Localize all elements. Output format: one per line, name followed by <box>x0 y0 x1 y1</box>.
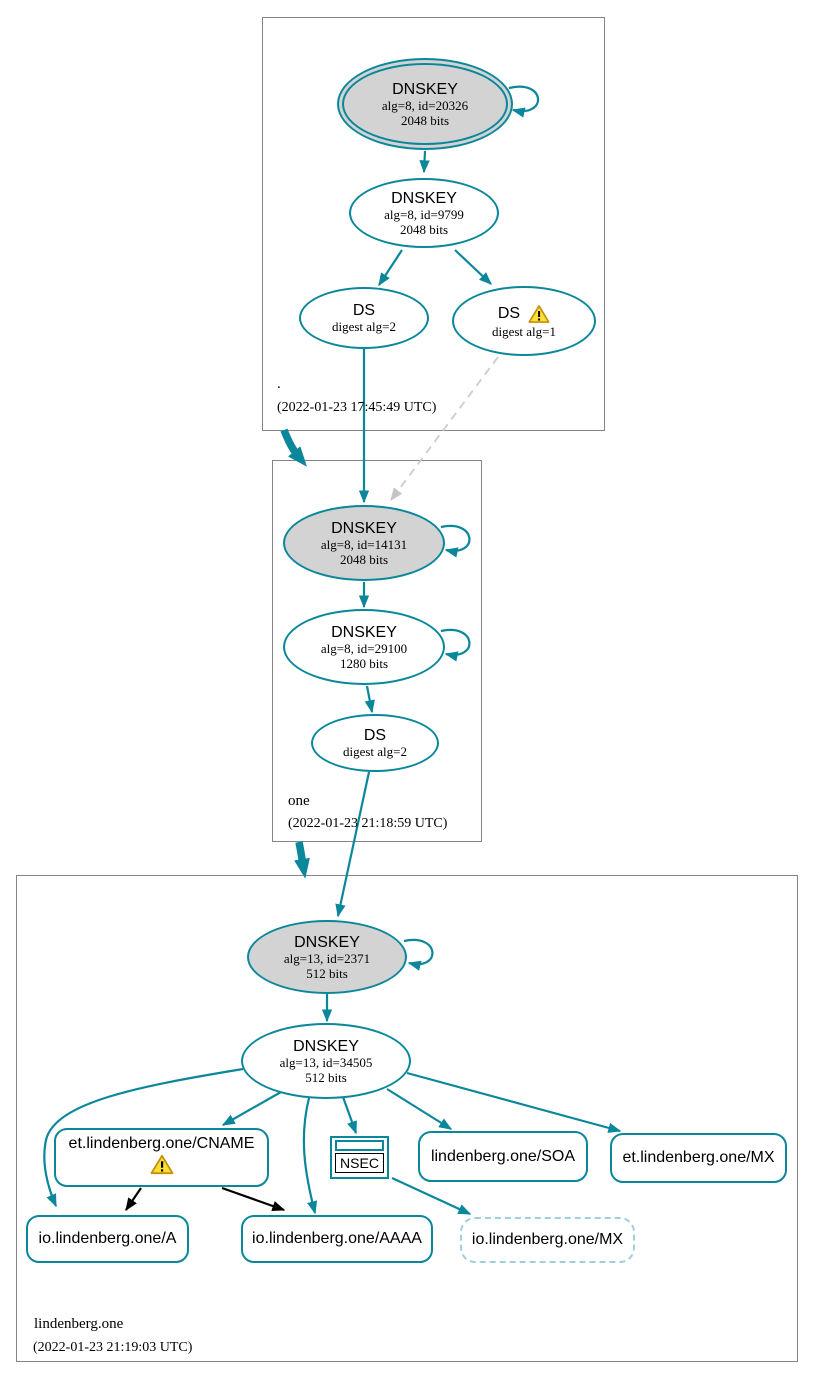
node-alg-id-label: alg=8, id=14131 <box>320 536 408 552</box>
node-type-label: DS <box>352 302 376 319</box>
nsec-rr-cell <box>335 1140 384 1151</box>
zone-timestamp-lindenberg-one: (2022-01-23 21:19:03 UTC) <box>33 1340 193 1355</box>
zone-name-label-one: one <box>288 793 310 809</box>
node-lindenberg-ksk-dnskey-2371[interactable] <box>247 920 407 994</box>
node-alg-id-label: alg=13, id=34505 <box>279 1054 373 1070</box>
node-rrset-lindenberg-one-soa[interactable] <box>418 1131 588 1182</box>
zone-name-label-root: . <box>277 376 281 392</box>
node-alg-id-label: alg=8, id=20326 <box>381 97 469 113</box>
node-rrset-et-lindenberg-one-mx[interactable] <box>610 1133 787 1183</box>
rrset-label: io.lindenberg.one/A <box>38 1230 177 1247</box>
node-bits-label: 512 bits <box>306 965 348 981</box>
zone-timestamp-root: (2022-01-23 17:45:49 UTC) <box>277 400 437 415</box>
node-digest-label: digest alg=2 <box>331 319 397 334</box>
nsec-label: NSEC <box>335 1153 384 1173</box>
node-type-label: DNSKEY <box>331 519 397 537</box>
node-bits-label: 2048 bits <box>400 112 450 128</box>
node-type-label: DNSKEY <box>294 933 360 951</box>
node-alg-id-label: alg=8, id=9799 <box>384 206 464 222</box>
node-digest-label: digest alg=1 <box>491 323 557 339</box>
node-lindenberg-zsk-dnskey-34505[interactable] <box>241 1023 411 1099</box>
zone-box-lindenberg-one <box>16 875 798 1362</box>
rrset-label: io.lindenberg.one/MX <box>471 1231 624 1248</box>
node-bits-label: 2048 bits <box>399 221 449 237</box>
zone-timestamp-one: (2022-01-23 21:18:59 UTC) <box>288 816 448 831</box>
node-alg-id-label: alg=8, id=29100 <box>320 640 408 656</box>
edge-delegation-one-to-lindenberg <box>299 842 303 865</box>
node-rrset-io-lindenberg-one-a[interactable] <box>26 1215 189 1263</box>
node-rrset-io-lindenberg-one-mx-negative[interactable] <box>460 1217 635 1263</box>
node-one-ksk-dnskey-14131[interactable] <box>283 505 445 581</box>
node-rrset-et-lindenberg-one-cname[interactable] <box>54 1128 269 1187</box>
node-root-zsk-dnskey-9799[interactable] <box>349 178 499 248</box>
node-root-ksk-inner-ring <box>342 63 508 145</box>
rrset-label: lindenberg.one/SOA <box>430 1147 576 1165</box>
node-bits-label: 512 bits <box>305 1069 347 1085</box>
node-root-ds-digest-alg-2[interactable] <box>299 287 429 349</box>
node-alg-id-label: alg=13, id=2371 <box>283 950 371 966</box>
node-bits-label: 1280 bits <box>339 655 389 671</box>
node-one-zsk-dnskey-29100[interactable] <box>283 609 445 685</box>
node-rrset-io-lindenberg-one-aaaa[interactable] <box>241 1215 433 1263</box>
node-one-ds-digest-alg-2[interactable] <box>311 714 439 772</box>
node-root-ds-digest-alg-1[interactable] <box>452 286 596 356</box>
warning-triangle-icon <box>528 304 550 324</box>
rrset-label: et.lindenberg.one/CNAME <box>68 1135 255 1152</box>
node-root-ksk-dnskey-20326[interactable] <box>337 58 513 150</box>
node-type-label: DS <box>363 727 387 744</box>
node-type-label: DNSKEY <box>391 189 457 207</box>
warning-triangle-icon <box>150 1154 174 1175</box>
node-nsec[interactable] <box>330 1136 389 1179</box>
node-type-label: DNSKEY <box>293 1037 359 1055</box>
node-bits-label: 2048 bits <box>339 551 389 567</box>
rrset-label: io.lindenberg.one/AAAA <box>252 1230 422 1247</box>
node-digest-label: digest alg=2 <box>342 744 408 759</box>
node-type-label: DNSKEY <box>392 80 458 98</box>
rrset-label: et.lindenberg.one/MX <box>622 1149 775 1166</box>
node-type-label: DS <box>497 305 521 322</box>
edge-delegation-root-to-one <box>284 430 298 456</box>
zone-name-label-lindenberg-one: lindenberg.one <box>34 1316 124 1332</box>
node-type-label: DNSKEY <box>331 623 397 641</box>
